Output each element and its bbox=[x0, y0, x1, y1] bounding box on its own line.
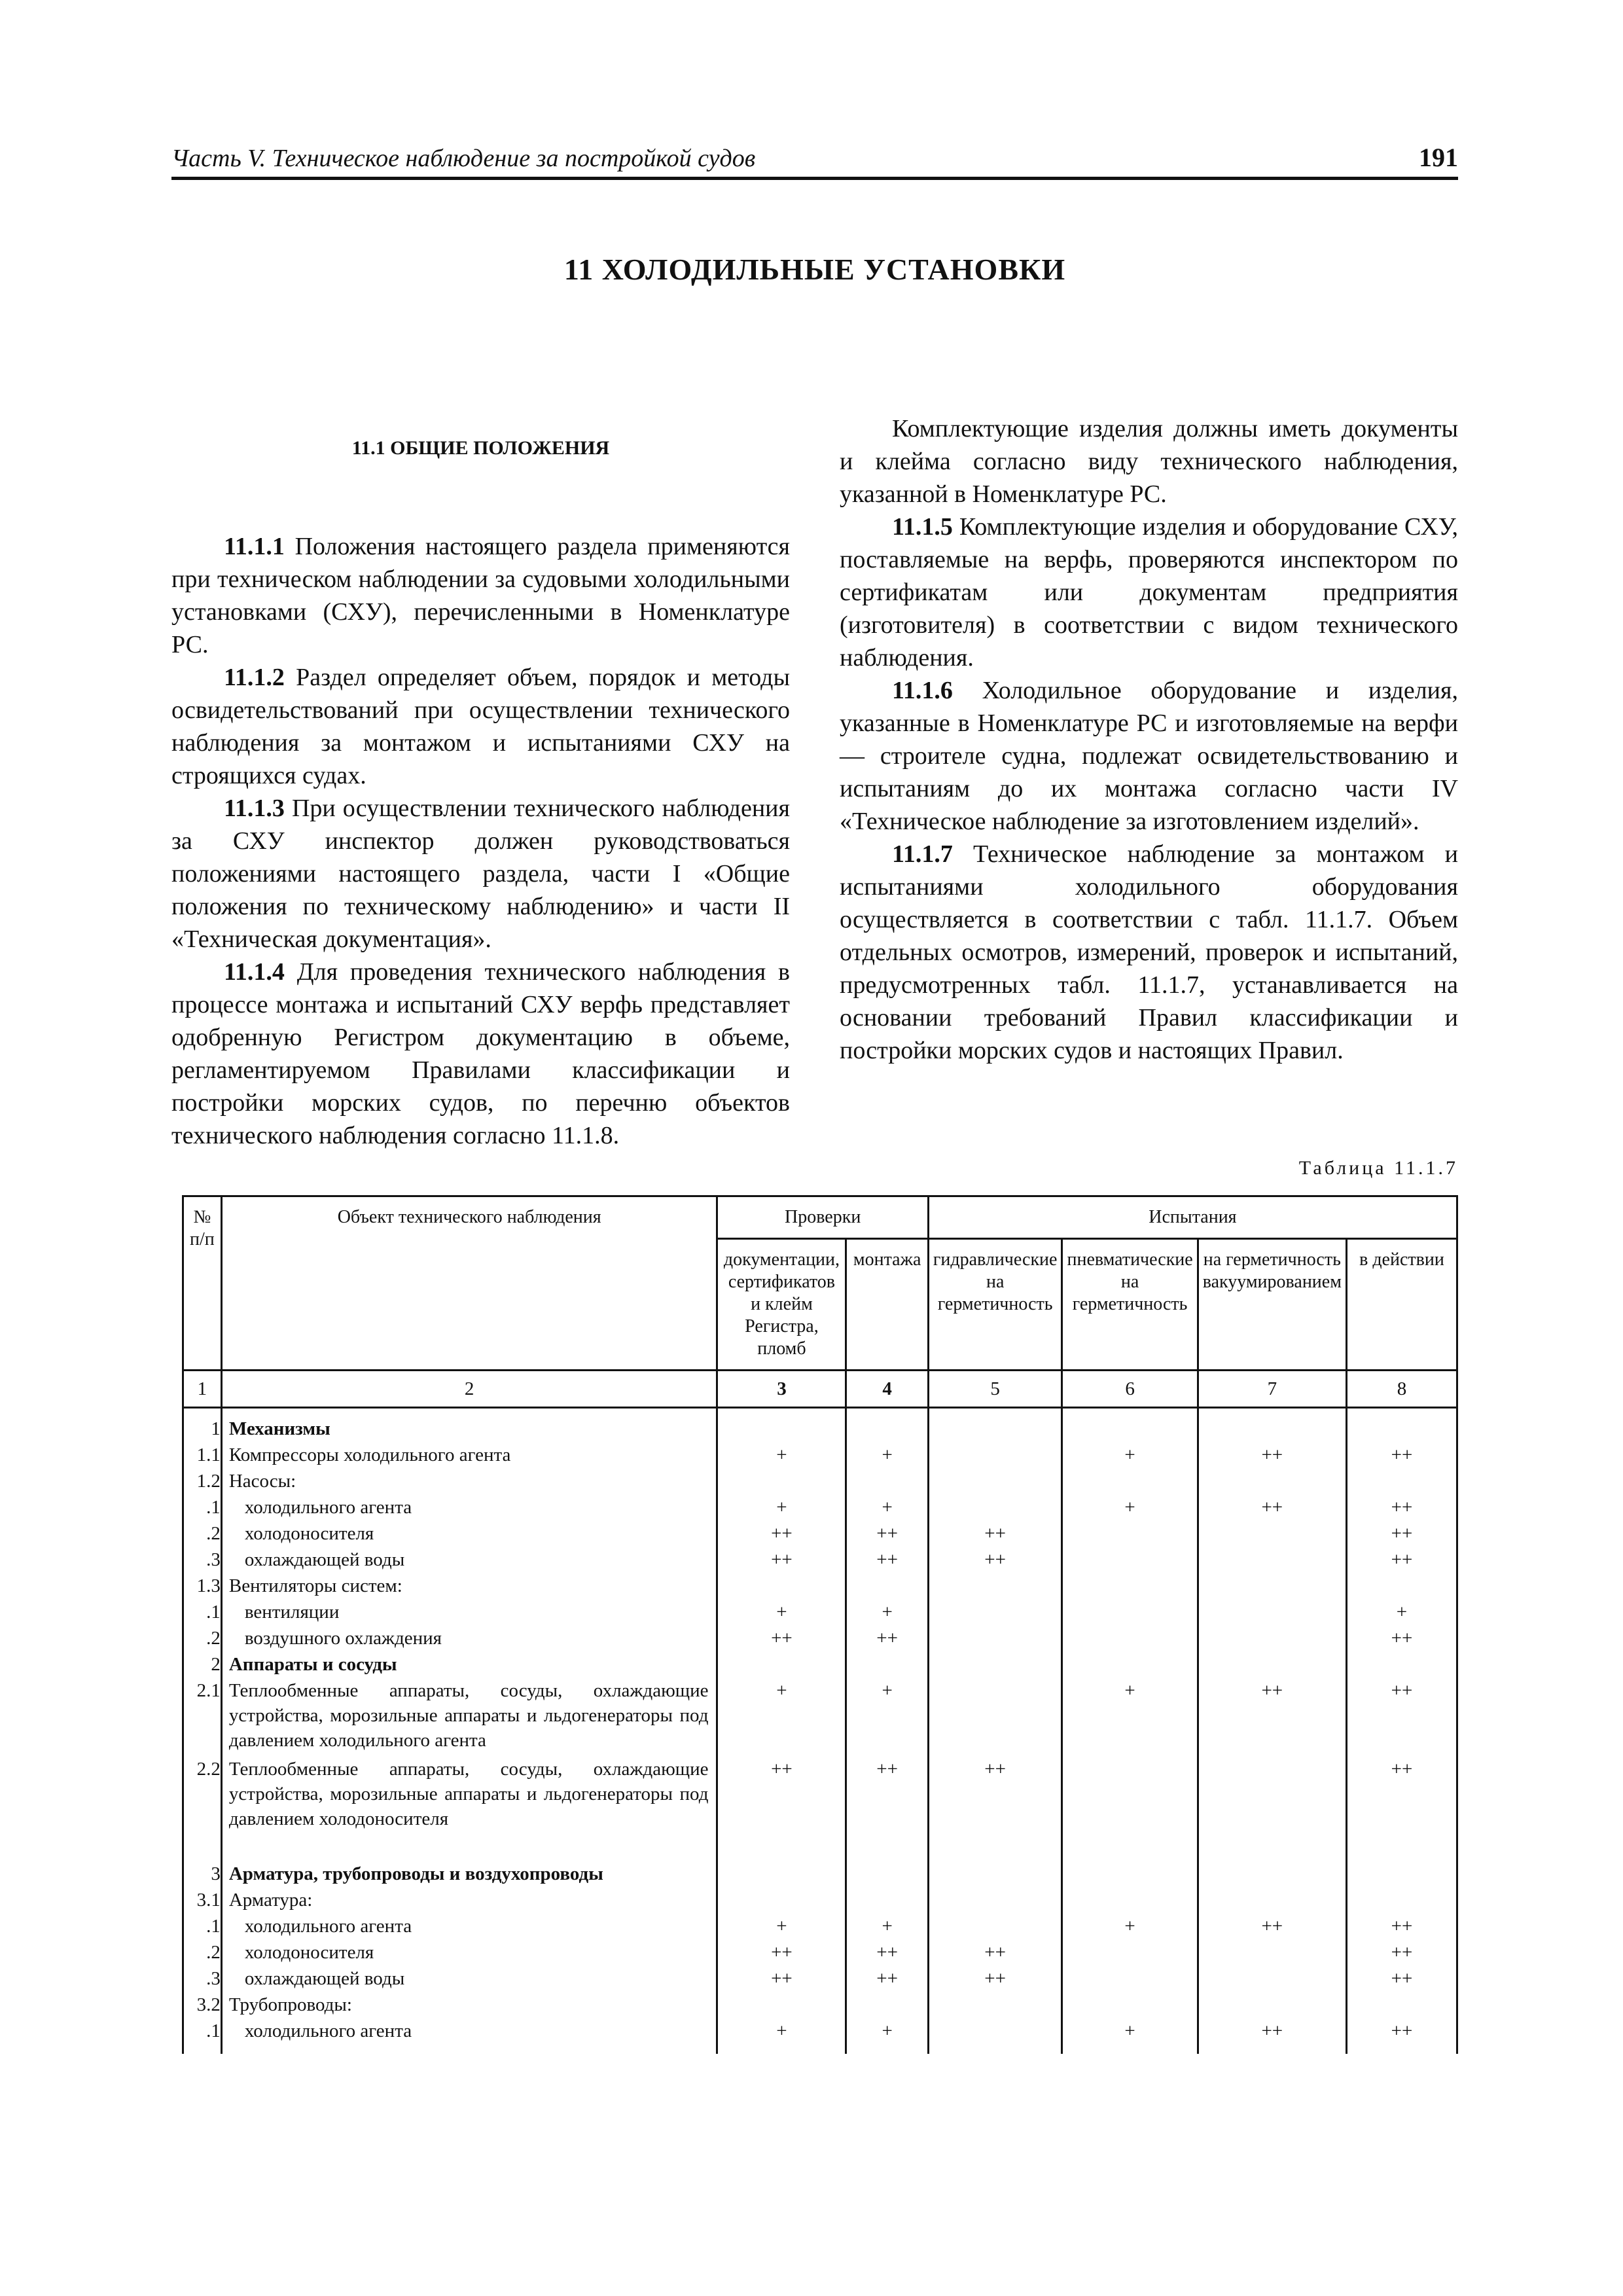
row-mark: ++ bbox=[1391, 1968, 1413, 1989]
header-num: № п/п bbox=[183, 1196, 222, 1371]
row-mark: + bbox=[882, 1680, 893, 1701]
row-number: .1 bbox=[206, 1497, 221, 1518]
paragraph-text: Раздел определяет объем, порядок и методы освидетельствований при осуществлении технического наблюдения за монтажом и испытаниями СХУ на строящихся судах. bbox=[171, 664, 790, 789]
column-number: 8 bbox=[1346, 1371, 1457, 1408]
row-mark: ++ bbox=[984, 1549, 1007, 1570]
row-object: Арматура, трубопроводы и воздухопроводы bbox=[228, 1863, 603, 1884]
subheader-cell: пневматические на герметичность bbox=[1062, 1239, 1198, 1371]
row-mark bbox=[847, 1469, 927, 1495]
row-mark: + bbox=[776, 1602, 787, 1623]
subheader-cell: монтажа bbox=[846, 1239, 928, 1371]
section-title: 11.1 ОБЩИЕ ПОЛОЖЕНИЯ bbox=[351, 437, 610, 459]
row-mark: + bbox=[776, 1444, 787, 1465]
row-mark bbox=[847, 1652, 927, 1678]
paragraph-text: Комплектующие изделия и оборудование СХУ, поставляемые на верфь, проверяются инспектором по сертификатам или документам предприятия (изготовителя) в соответствии с видом технического наблюдения. bbox=[840, 513, 1458, 672]
row-mark: ++ bbox=[771, 1523, 793, 1544]
row-mark bbox=[847, 1888, 927, 1914]
chapter-title: 11 ХОЛОДИЛЬНЫЕ УСТАНОВКИ bbox=[563, 253, 1066, 286]
row-object: воздушного охлаждения bbox=[244, 1628, 442, 1649]
paragraph bbox=[171, 792, 790, 956]
row-mark bbox=[718, 1416, 845, 1443]
subheader-cell: на герметичность вакуумированием bbox=[1198, 1239, 1346, 1371]
row-mark: ++ bbox=[876, 1549, 898, 1570]
row-mark: + bbox=[1396, 1602, 1408, 1623]
row-mark: ++ bbox=[876, 1968, 898, 1989]
column-number: 7 bbox=[1198, 1371, 1346, 1408]
row-mark: ++ bbox=[1391, 1444, 1413, 1465]
row-mark bbox=[1347, 1573, 1456, 1600]
row-mark: ++ bbox=[771, 1549, 793, 1570]
column-number: 5 bbox=[928, 1371, 1062, 1408]
left-column bbox=[171, 412, 790, 1152]
row-number: .1 bbox=[206, 2020, 221, 2041]
row-mark bbox=[1063, 1888, 1196, 1914]
row-mark bbox=[929, 1573, 1061, 1600]
header-tests: Испытания bbox=[928, 1196, 1457, 1239]
subheader-cell: гидравлические на герметичность bbox=[928, 1239, 1062, 1371]
row-mark: ++ bbox=[1261, 1680, 1283, 1701]
header-checks: Проверки bbox=[717, 1196, 928, 1239]
row-mark bbox=[1199, 1888, 1346, 1914]
row-mark bbox=[929, 1861, 1061, 1888]
row-mark bbox=[929, 1626, 1061, 1652]
marks-column bbox=[1062, 1408, 1198, 2054]
spacer bbox=[718, 1835, 845, 1861]
row-mark: ++ bbox=[771, 1759, 793, 1780]
paragraph-text: Для проведения технического наблюдения в процессе монтажа и испытаний СХУ верфь представляет одобренную Регистром документацию в объеме, регламентируемом Правилами классификации и постройки морских судов, по перечню объектов технического наблюдения согласно 11.1.8. bbox=[171, 958, 790, 1149]
row-number: .1 bbox=[206, 1916, 221, 1937]
row-object: холодильного агента bbox=[244, 1916, 412, 1937]
row-mark: ++ bbox=[1391, 1497, 1413, 1518]
row-number: 2.1 bbox=[196, 1680, 221, 1701]
row-mark bbox=[718, 1573, 845, 1600]
row-object: охлаждающей воды bbox=[244, 1968, 405, 1989]
paragraph-number: 11.1.1 bbox=[224, 533, 285, 560]
spacer bbox=[1347, 1835, 1456, 1861]
row-mark: ++ bbox=[1391, 1523, 1413, 1544]
marks-column bbox=[1346, 1408, 1457, 2054]
row-mark bbox=[929, 1888, 1061, 1914]
row-mark bbox=[847, 1992, 927, 2018]
row-number: 3.2 bbox=[196, 1994, 221, 2015]
row-mark: ++ bbox=[771, 1628, 793, 1649]
row-mark bbox=[718, 1469, 845, 1495]
row-mark bbox=[1063, 1469, 1196, 1495]
object-column bbox=[221, 1408, 717, 2054]
row-mark bbox=[1063, 1600, 1196, 1626]
paragraph bbox=[840, 511, 1458, 674]
row-number: 2.2 bbox=[196, 1759, 221, 1780]
header-object: Объект технического наблюдения bbox=[221, 1196, 717, 1371]
page-number: 191 bbox=[1419, 143, 1458, 172]
row-mark: + bbox=[1124, 1497, 1135, 1518]
row-object: Арматура: bbox=[228, 1890, 313, 1910]
paragraph-text: Техническое наблюдение за монтажом и испытаниями холодильного оборудования осуществляется в соответствии с табл. 11.1.7. Объем отдельных осмотров, измерений, проверок и испытаний, предусмотренных табл. 11.1.7, устанавливается на основании требований Правил классификации и постройки морских судов и настоящих Правил. bbox=[840, 840, 1458, 1064]
row-mark bbox=[1199, 1966, 1346, 1992]
paragraph bbox=[840, 838, 1458, 1067]
row-mark bbox=[847, 1861, 927, 1888]
row-mark: ++ bbox=[1261, 1444, 1283, 1465]
row-mark bbox=[1063, 1992, 1196, 2018]
paragraph-text: Холодильное оборудование и изделия, указанные в Номенклатуре РС и изготовляемые на верфи — строителе судна, подлежат освидетельствованию и испытаниям до их монтажа согласно части IV «Техническое наблюдение за изготовлением изделий». bbox=[840, 677, 1458, 835]
row-mark bbox=[929, 1469, 1061, 1495]
observation-table bbox=[182, 1195, 1458, 2054]
row-mark bbox=[847, 1416, 927, 1443]
paragraph-number: 11.1.2 bbox=[224, 664, 285, 691]
row-mark: ++ bbox=[876, 1942, 898, 1963]
row-mark bbox=[1347, 1992, 1456, 2018]
row-mark bbox=[1199, 1547, 1346, 1573]
row-mark: ++ bbox=[876, 1628, 898, 1649]
row-mark bbox=[1063, 1521, 1196, 1547]
paragraph bbox=[171, 530, 790, 661]
row-mark: ++ bbox=[1391, 1628, 1413, 1649]
row-mark bbox=[1199, 1416, 1346, 1443]
paragraph-intro: Комплектующие изделия должны иметь документы и клейма согласно виду технического наблюдения, указанной в Номенклатуре РС. bbox=[840, 415, 1458, 508]
row-mark bbox=[1199, 1940, 1346, 1966]
row-mark bbox=[1199, 1600, 1346, 1626]
row-object: холодильного агента bbox=[244, 2020, 412, 2041]
spacer bbox=[184, 1835, 221, 1861]
row-object: Компрессоры холодильного агента bbox=[228, 1444, 511, 1465]
paragraph-number: 11.1.7 bbox=[892, 840, 953, 868]
row-number: 1.3 bbox=[196, 1575, 221, 1596]
row-number: .3 bbox=[206, 1968, 221, 1989]
spacer bbox=[847, 1835, 927, 1861]
row-mark bbox=[929, 1914, 1061, 1940]
row-object: Вентиляторы систем: bbox=[228, 1575, 402, 1596]
row-object: Насосы: bbox=[228, 1471, 296, 1492]
row-object: холодоносителя bbox=[244, 1523, 374, 1544]
row-mark: ++ bbox=[984, 1759, 1007, 1780]
row-mark bbox=[1347, 1888, 1456, 1914]
paragraph bbox=[171, 661, 790, 792]
spacer bbox=[1063, 1835, 1196, 1861]
row-number: .3 bbox=[206, 1549, 221, 1570]
paragraph bbox=[840, 674, 1458, 838]
row-mark: ++ bbox=[1261, 2020, 1283, 2041]
row-mark: + bbox=[1124, 1444, 1135, 1465]
row-mark bbox=[929, 1600, 1061, 1626]
column-number: 1 bbox=[183, 1371, 222, 1408]
row-mark: + bbox=[882, 1916, 893, 1937]
row-mark: ++ bbox=[876, 1759, 898, 1780]
row-mark: ++ bbox=[1391, 1759, 1413, 1780]
row-mark bbox=[718, 1992, 845, 2018]
row-number: .2 bbox=[206, 1523, 221, 1544]
spacer bbox=[929, 1835, 1061, 1861]
row-mark: ++ bbox=[1391, 2020, 1413, 2041]
row-mark bbox=[1063, 1547, 1196, 1573]
paragraph-number: 11.1.5 bbox=[892, 513, 953, 541]
row-mark bbox=[1063, 1966, 1196, 1992]
row-mark: ++ bbox=[1261, 1497, 1283, 1518]
row-mark: ++ bbox=[984, 1523, 1007, 1544]
row-mark bbox=[1347, 1652, 1456, 1678]
row-mark: + bbox=[1124, 1680, 1135, 1701]
subheader-cell: в действии bbox=[1346, 1239, 1457, 1371]
marks-column bbox=[1198, 1408, 1346, 2054]
right-column bbox=[840, 412, 1458, 1067]
row-mark bbox=[1199, 1992, 1346, 2018]
running-header bbox=[171, 143, 1458, 180]
row-mark: + bbox=[776, 2020, 787, 2041]
row-mark bbox=[847, 1573, 927, 1600]
spacer bbox=[1199, 1835, 1346, 1861]
row-number: 1.2 bbox=[196, 1471, 221, 1492]
row-mark: + bbox=[882, 1444, 893, 1465]
row-mark bbox=[718, 1861, 845, 1888]
row-mark: ++ bbox=[1261, 1916, 1283, 1937]
row-object: Аппараты и сосуды bbox=[228, 1654, 397, 1675]
spacer bbox=[223, 1835, 717, 1861]
row-mark: + bbox=[776, 1680, 787, 1701]
marks-column bbox=[717, 1408, 846, 2054]
paragraph-number: 11.1.6 bbox=[892, 677, 953, 704]
paragraph-text: При осуществлении технического наблюдения за СХУ инспектор должен руководствоваться положениями настоящего раздела, части I «Общие положения по техническому наблюдению» и части II «Техническая документация». bbox=[171, 795, 790, 953]
row-number: .2 bbox=[206, 1628, 221, 1649]
row-mark bbox=[1063, 1652, 1196, 1678]
row-number: 3.1 bbox=[196, 1890, 221, 1910]
row-mark: + bbox=[1124, 2020, 1135, 2041]
row-mark: + bbox=[882, 1602, 893, 1623]
row-mark: ++ bbox=[1391, 1680, 1413, 1701]
column-number: 2 bbox=[221, 1371, 717, 1408]
row-mark bbox=[929, 1443, 1061, 1469]
row-object: вентиляции bbox=[244, 1602, 340, 1623]
row-number: 3 bbox=[211, 1863, 221, 1884]
marks-column bbox=[928, 1408, 1062, 2054]
row-mark: ++ bbox=[771, 1942, 793, 1963]
row-object: Механизмы bbox=[228, 1418, 330, 1439]
row-mark: + bbox=[1124, 1916, 1135, 1937]
row-mark bbox=[1063, 1573, 1196, 1600]
row-mark: ++ bbox=[984, 1942, 1007, 1963]
row-mark bbox=[1199, 1573, 1346, 1600]
row-object: Трубопроводы: bbox=[228, 1994, 352, 2015]
row-mark bbox=[929, 1652, 1061, 1678]
paragraph-number: 11.1.4 bbox=[224, 958, 285, 986]
row-mark bbox=[929, 2018, 1061, 2045]
row-number: 1.1 bbox=[196, 1444, 221, 1465]
column-number: 6 bbox=[1062, 1371, 1198, 1408]
row-mark bbox=[1063, 1416, 1196, 1443]
column-number: 4 bbox=[846, 1371, 928, 1408]
row-number: 1 bbox=[211, 1418, 221, 1439]
row-object: Теплообменные аппараты, сосуды, охлаждающие устройства, морозильные аппараты и льдогенераторы под давлением холодильного агента bbox=[228, 1680, 709, 1751]
row-mark bbox=[1063, 1626, 1196, 1652]
row-mark bbox=[1199, 1757, 1346, 1835]
row-mark bbox=[929, 1416, 1061, 1443]
row-mark bbox=[1199, 1469, 1346, 1495]
row-mark bbox=[1347, 1416, 1456, 1443]
row-mark: ++ bbox=[771, 1968, 793, 1989]
row-mark bbox=[1063, 1861, 1196, 1888]
row-mark: + bbox=[776, 1497, 787, 1518]
column-number: 3 bbox=[717, 1371, 846, 1408]
row-mark bbox=[1199, 1861, 1346, 1888]
row-mark: ++ bbox=[1391, 1942, 1413, 1963]
row-mark bbox=[1063, 1757, 1196, 1835]
row-mark bbox=[929, 1992, 1061, 2018]
row-mark: ++ bbox=[984, 1968, 1007, 1989]
row-mark bbox=[718, 1652, 845, 1678]
row-mark bbox=[929, 1678, 1061, 1757]
row-mark bbox=[1199, 1521, 1346, 1547]
row-mark bbox=[1347, 1469, 1456, 1495]
row-mark: + bbox=[882, 1497, 893, 1518]
row-mark: + bbox=[882, 2020, 893, 2041]
row-mark: ++ bbox=[1391, 1916, 1413, 1937]
row-number: 2 bbox=[211, 1654, 221, 1675]
row-number: .2 bbox=[206, 1942, 221, 1963]
row-mark bbox=[1199, 1652, 1346, 1678]
row-mark bbox=[1199, 1626, 1346, 1652]
num-column bbox=[183, 1408, 222, 2054]
row-object: холодоносителя bbox=[244, 1942, 374, 1963]
row-object: охлаждающей воды bbox=[244, 1549, 405, 1570]
row-mark: ++ bbox=[876, 1523, 898, 1544]
running-title: Часть V. Техническое наблюдение за постройкой судов bbox=[171, 145, 756, 172]
row-number: .1 bbox=[206, 1602, 221, 1623]
paragraph-number: 11.1.3 bbox=[224, 795, 285, 822]
table-caption: Таблица 11.1.7 bbox=[1298, 1157, 1458, 1179]
row-object: Теплообменные аппараты, сосуды, охлаждающие устройства, морозильные аппараты и льдогенераторы под давлением холодоносителя bbox=[228, 1759, 709, 1829]
subheader-cell: документации, сертификатов и клейм Регистра, пломб bbox=[717, 1239, 846, 1371]
row-mark bbox=[929, 1495, 1061, 1521]
marks-column bbox=[846, 1408, 928, 2054]
row-mark bbox=[1063, 1940, 1196, 1966]
row-mark: + bbox=[776, 1916, 787, 1937]
paragraph-text: Положения настоящего раздела применяются при техническом наблюдении за судовыми холодильными установками (СХУ), перечисленными в Номенклатуре РС. bbox=[171, 533, 790, 658]
row-mark: ++ bbox=[1391, 1549, 1413, 1570]
row-object: холодильного агента bbox=[244, 1497, 412, 1518]
row-mark bbox=[1347, 1861, 1456, 1888]
paragraph bbox=[171, 956, 790, 1152]
row-mark bbox=[718, 1888, 845, 1914]
